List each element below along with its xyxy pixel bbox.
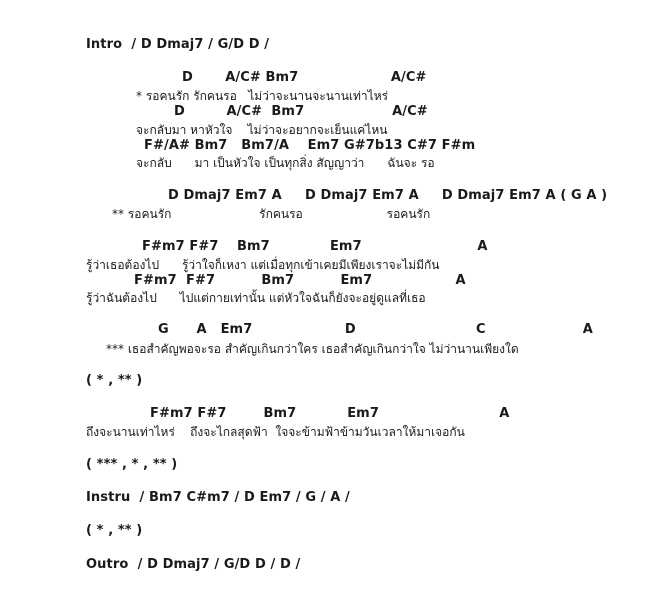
verse1-lyric-2: จะกลับมา หาหัวใจ ไม่ว่าจะอยากจะเย็นแค่ไหน — [136, 123, 388, 137]
instru-line: Instru / Bm7 C#m7 / D Em7 / G / A / — [86, 490, 350, 505]
hook-lyric: ** รอคนรัก รักคนรอ รอคนรัก — [112, 207, 431, 221]
repeat-marker-2: ( *** , * , ** ) — [86, 457, 178, 472]
verse2-chords-1: F#m7 F#7 Bm7 Em7 A — [142, 239, 488, 254]
hook-chords: D Dmaj7 Em7 A D Dmaj7 Em7 A D Dmaj7 Em7 A ( G A ) — [168, 188, 608, 203]
verse3-chords: F#m7 F#7 Bm7 Em7 A — [150, 406, 510, 421]
repeat-marker-3: ( * , ** ) — [86, 523, 143, 538]
verse1-chords-3: F#/A# Bm7 Bm7/A Em7 G#7b13 C#7 F#m — [144, 138, 476, 153]
intro-line: Intro / D Dmaj7 / G/D D / — [86, 37, 270, 52]
verse2-chords-2: F#m7 F#7 Bm7 Em7 A — [134, 273, 466, 288]
verse1-chords-1: D A/C# Bm7 A/C# — [182, 70, 427, 85]
verse1-chords-2: D A/C# Bm7 A/C# — [174, 104, 428, 119]
verse3-lyric: ถึงจะนานเท่าไหร่ ถึงจะไกลสุดฟ้า ใจจะข้ามฟ้าข้ามวันเวลาให้มาเจอกัน — [86, 425, 465, 439]
outro-line: Outro / D Dmaj7 / G/D D / D / — [86, 557, 301, 572]
verse2-lyric-2: รู้ว่าฉันต้องไป ไปแต่กายเท่านั้น แต่หัวใจฉันก็ยังจะอยู่ดูแลที่เธอ — [86, 291, 426, 305]
repeat-marker-1: ( * , ** ) — [86, 373, 143, 388]
verse2-lyric-1: รู้ว่าเธอต้องไป รู้ว่าใจก็เหงา แต่เมื่อทุกเข้าเคยมีเพียงเราจะไม่มีกัน — [86, 258, 440, 272]
bridge-lyric: *** เธอสำคัญพอจะรอ สำคัญเกินกว่าใคร เธอสำคัญเกินกว่าใจ ไม่ว่านานเพียงใด — [106, 342, 519, 356]
bridge-chords: G A Em7 D C A — [158, 322, 593, 337]
verse1-lyric-1: * รอคนรัก รักคนรอ ไม่ว่าจะนานจะนานเท่าไหร่ — [136, 89, 389, 103]
verse1-lyric-3: จะกลับ มา เป็นหัวใจ เป็นทุกสิ่ง สัญญาว่า ฉันจะ รอ — [136, 156, 435, 170]
